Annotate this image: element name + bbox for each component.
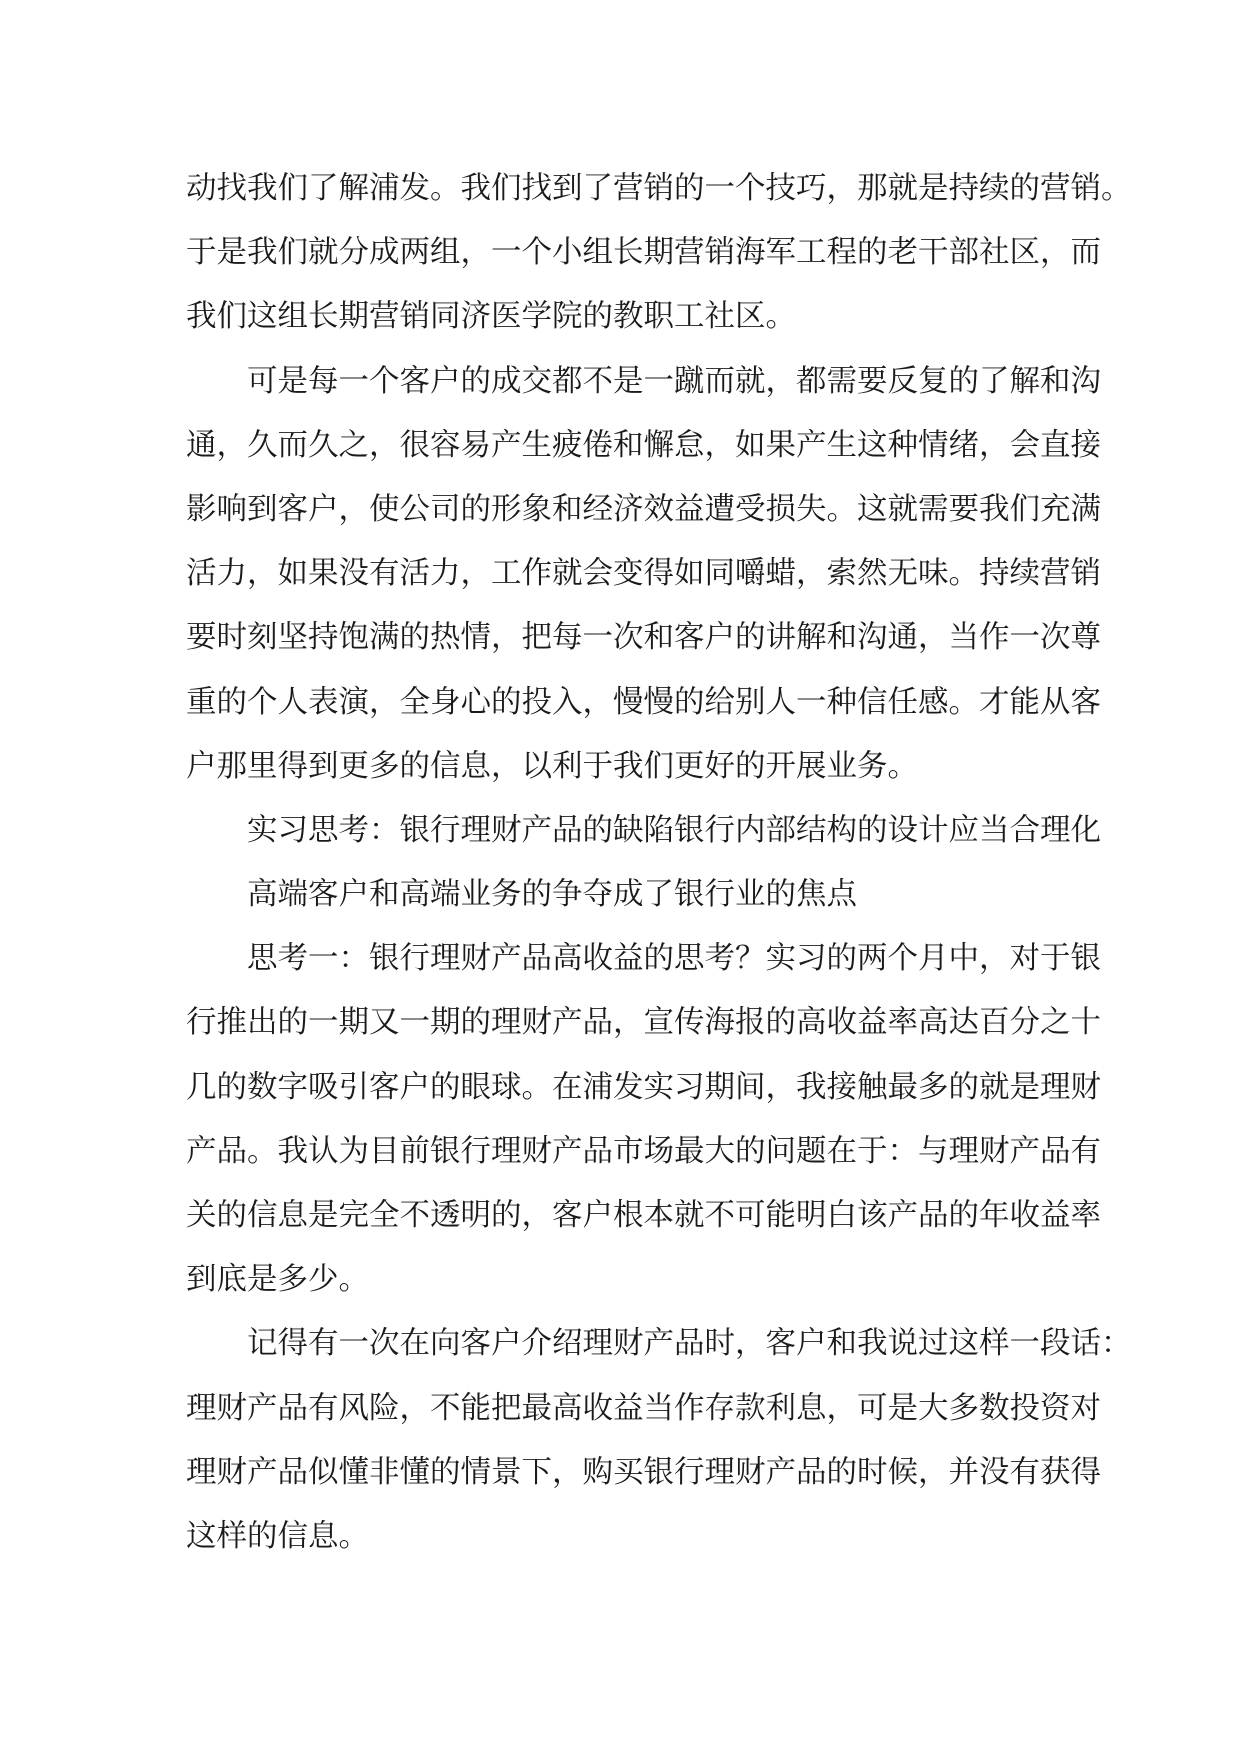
text-line: 于是我们就分成两组，一个小组长期营销海军工程的老干部社区，而 xyxy=(186,235,1101,271)
text-line: 思考一：银行理财产品高收益的思考？实习的两个月中，对于银 xyxy=(247,941,1101,977)
text-line: 影响到客户，使公司的形象和经济效益遭受损失。这就需要我们充满 xyxy=(186,491,1101,527)
text-line: 理财产品似懂非懂的情景下，购买银行理财产品的时候，并没有获得 xyxy=(186,1454,1101,1490)
paragraph xyxy=(186,350,1101,799)
paragraph xyxy=(186,927,1101,1312)
text-line: 重的个人表演，全身心的投入，慢慢的给别人一种信任感。才能从客 xyxy=(186,684,1101,720)
text-line: 要时刻坚持饱满的热情，把每一次和客户的讲解和沟通，当作一次尊 xyxy=(186,620,1101,656)
text-line: 行推出的一期又一期的理财产品，宣传海报的高收益率高达百分之十 xyxy=(186,1005,1101,1041)
text-line: 关的信息是完全不透明的，客户根本就不可能明白该产品的年收益率 xyxy=(186,1198,1101,1233)
text-line: 我们这组长期营销同济医学院的教职工社区。 xyxy=(186,299,796,335)
text-line: 户那里得到更多的信息，以利于我们更好的开展业务。 xyxy=(186,748,918,784)
paragraph-heading xyxy=(186,863,1066,927)
paragraph-heading xyxy=(186,799,1101,863)
text-line: 记得有一次在向客户介绍理财产品时，客户和我说过这样一段话： xyxy=(247,1326,1132,1362)
text-line: 产品。我认为目前银行理财产品市场最大的问题在于：与理财产品有 xyxy=(186,1133,1101,1169)
document-body xyxy=(186,157,1132,1569)
paragraph xyxy=(186,1312,1132,1569)
text-line: 可是每一个客户的成交都不是一蹴而就，都需要反复的了解和沟 xyxy=(247,363,1101,399)
text-line: 高端客户和高端业务的争夺成了银行业的焦点 xyxy=(247,877,857,913)
text-line: 活力，如果没有活力，工作就会变得如同嚼蜡，索然无味。持续营销 xyxy=(186,556,1101,592)
text-line: 通，久而久之，很容易产生疲倦和懈怠，如果产生这种情绪，会直接 xyxy=(186,427,1101,463)
text-line: 几的数字吸引客户的眼球。在浦发实习期间，我接触最多的就是理财 xyxy=(186,1069,1101,1105)
paragraph-continuation xyxy=(186,157,1132,350)
text-line: 到底是多少。 xyxy=(186,1262,369,1298)
text-line: 实习思考：银行理财产品的缺陷银行内部结构的设计应当合理化 xyxy=(247,812,1101,848)
text-line: 动找我们了解浦发。我们找到了营销的一个技巧，那就是持续的营销。 xyxy=(186,171,1132,206)
text-line: 这样的信息。 xyxy=(186,1518,369,1554)
text-line: 理财产品有风险，不能把最高收益当作存款利息，可是大多数投资对 xyxy=(186,1390,1101,1426)
